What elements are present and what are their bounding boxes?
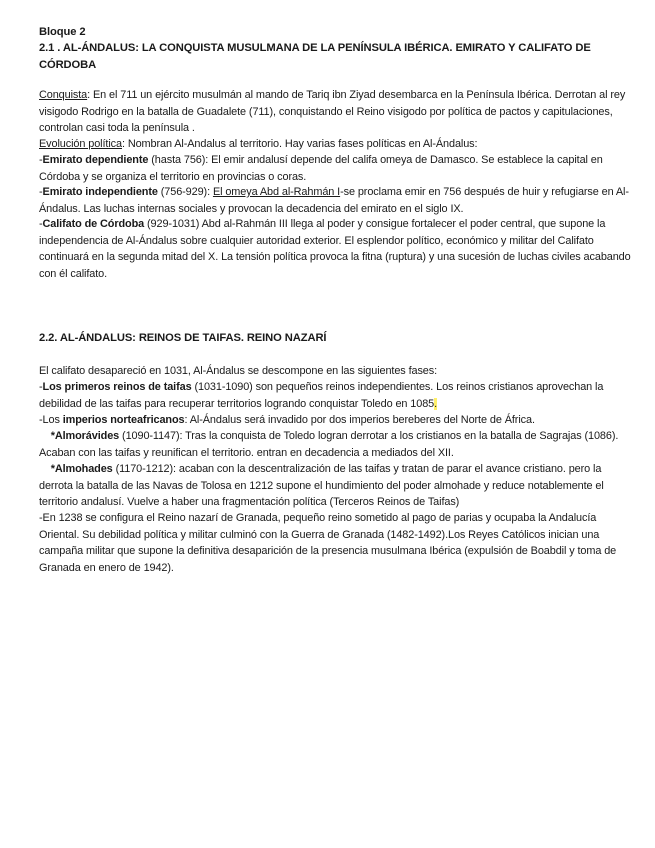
emirato-independiente-underline: El omeya Abd al-Rahmán I: [212, 186, 341, 198]
califato-paragraph: -Califato de Córdoba (929-1031) Abd al-Rahmán III llega al poder y consigue fortalecer el poder central, que supone la independencia de Al-Ándalus sobre cualquier autoridad exterior. El esplendor político, económico y militar del Califato continuará en la segunda mitad del X. La tensión política provoca la fitna (ruptura) y una sucesión de luchas civiles acabando con él califato.: [39, 218, 631, 280]
emirato-dependiente-text: (hasta 756): El emir andalusí depende del califa omeya de Damasco. Se establece la capital en Córdoba y se organiza el territorio en provincias o coras.: [39, 154, 603, 183]
imperios-pre: Los: [42, 414, 63, 426]
emirato-dependiente-paragraph: -Emirato dependiente (hasta 756): El emir andalusí depende del califa omeya de Damasco. Se establece la capital en Córdoba y se organiza el territorio en provincias o coras.: [39, 154, 603, 183]
almoravides-paragraph: [39, 428, 635, 461]
emirato-independiente-text1: (756-929):: [157, 186, 213, 198]
almohades-label: *Almohades: [50, 463, 113, 475]
section1-title: 2.1 . AL-ÁNDALUS: LA CONQUISTA MUSULMANA DE LA PENÍNSULA IBÉRICA. EMIRATO Y CALIFATO DE CÓRDOBA: [39, 42, 591, 71]
section2-intro: El califato desapareció en 1031, Al-Ándalus se descompone en las siguientes fases:: [39, 365, 438, 377]
emirato-dependiente-label: Emirato dependiente: [42, 154, 149, 166]
evolucion-text: : Nombran Al-Andalus al territorio. Hay varias fases políticas en Al-Ándalus:: [121, 138, 478, 150]
block-label: Bloque 2: [39, 26, 86, 38]
califato-label: Califato de Córdoba: [42, 218, 145, 230]
califato-text: (929-1031) Abd al-Rahmán III llega al poder y consigue fortalecer el poder central, que supone la independencia de Al-Ándalus sobre cualquier autoridad exterior. El esplendor político, económico y militar del Califato continuará en la segunda mitad del X. La tensión política provoca la fitna (ruptura) y una sucesión de luchas civiles acabando con él califato.: [39, 218, 631, 280]
taifas-paragraph: -Los primeros reinos de taifas (1031-1090) son pequeños reinos independientes. Los reinos cristianos aprovechan la debilidad de las taifas para recuperar territorios logrando conquistar Toledo en 1085.: [39, 381, 604, 410]
nazari-paragraph: -En 1238 se configura el Reino nazarí de Granada, pequeño reino sometido al pago de parias y ocupaba la Andalucía Oriental. Su debilidad política y militar culminó con la Guerra de Granada (1482-1492).Los Reyes Católicos inician una campaña militar que supone la definitiva desaparición de la presencia musulmana Ibérica (expulsión de Boabdil y toma de Granada en enero de 1942).: [39, 512, 617, 574]
emirato-independiente-paragraph: -Emirato independiente (756-929): El omeya Abd al-Rahmán I-se proclama emir en 756 después de huir y refugiarse en Al-Ándalus. Las luchas internas sociales y provocan la decadencia del emirato en el siglo IX.: [39, 186, 629, 215]
almoravides-text: (1090-1147): Tras la conquista de Toledo logran derrotar a los cristianos en la batalla de Sagrajas (1086). Acaban con las taifas y reunifican el territorio. entran en decadencia a mediados del XII.: [39, 430, 619, 459]
imperios-paragraph: -Los imperios norteafricanos: Al-Ándalus será invadido por dos imperios bereberes del Norte de África.: [39, 414, 535, 426]
almohades-paragraph: [39, 461, 635, 511]
taifas-label: Los primeros reinos de taifas: [42, 381, 192, 393]
emirato-independiente-text2: -se proclama emir en 756 después de huir y refugiarse en Al-Ándalus. Las luchas internas sociales y provocan la decadencia del emirato en el siglo IX.: [39, 186, 629, 215]
taifas-text: (1031-1090) son pequeños reinos independientes. Los reinos cristianos aprovechan la debilidad de las taifas para recuperar territorios logrando conquistar Toledo en 1085: [39, 381, 604, 410]
imperios-text: : Al-Ándalus será invadido por dos imperios bereberes del Norte de África.: [184, 414, 535, 426]
almohades-text: (1170-1212): acaban con la descentralización de las taifas y tratan de parar el avance cristiano. pero la derrota la batalla de las Navas de Tolosa en 1212 supone el hundimiento del poder almohade y reduce notablemente el territorio andalusí. Vuelve a haber una fragmentación política (Terceros Reinos de Taifas): [39, 463, 604, 509]
evolucion-paragraph: [39, 136, 635, 153]
almoravides-label: *Almorávides: [50, 430, 120, 442]
imperios-label: imperios norteafricanos: [62, 414, 185, 426]
emirato-independiente-label: Emirato independiente: [42, 186, 158, 198]
highlighted-period: .: [434, 397, 438, 410]
conquista-text: : En el 711 un ejército musulmán al mando de Tariq ibn Ziyad desembarca en la Península Ibérica. Derrotan al rey visigodo Rodrigo en la batalla de Guadalete (711), conquistando el Reino visigodo por política de pactos y capitulaciones, controlan casi toda la península .: [39, 89, 626, 135]
conquista-label: Conquista: [39, 89, 88, 101]
evolucion-label: Evolución política: [39, 138, 122, 150]
conquista-paragraph: [39, 87, 635, 137]
section2-title: 2.2. AL-ÁNDALUS: REINOS DE TAIFAS. REINO NAZARÍ: [39, 332, 327, 344]
